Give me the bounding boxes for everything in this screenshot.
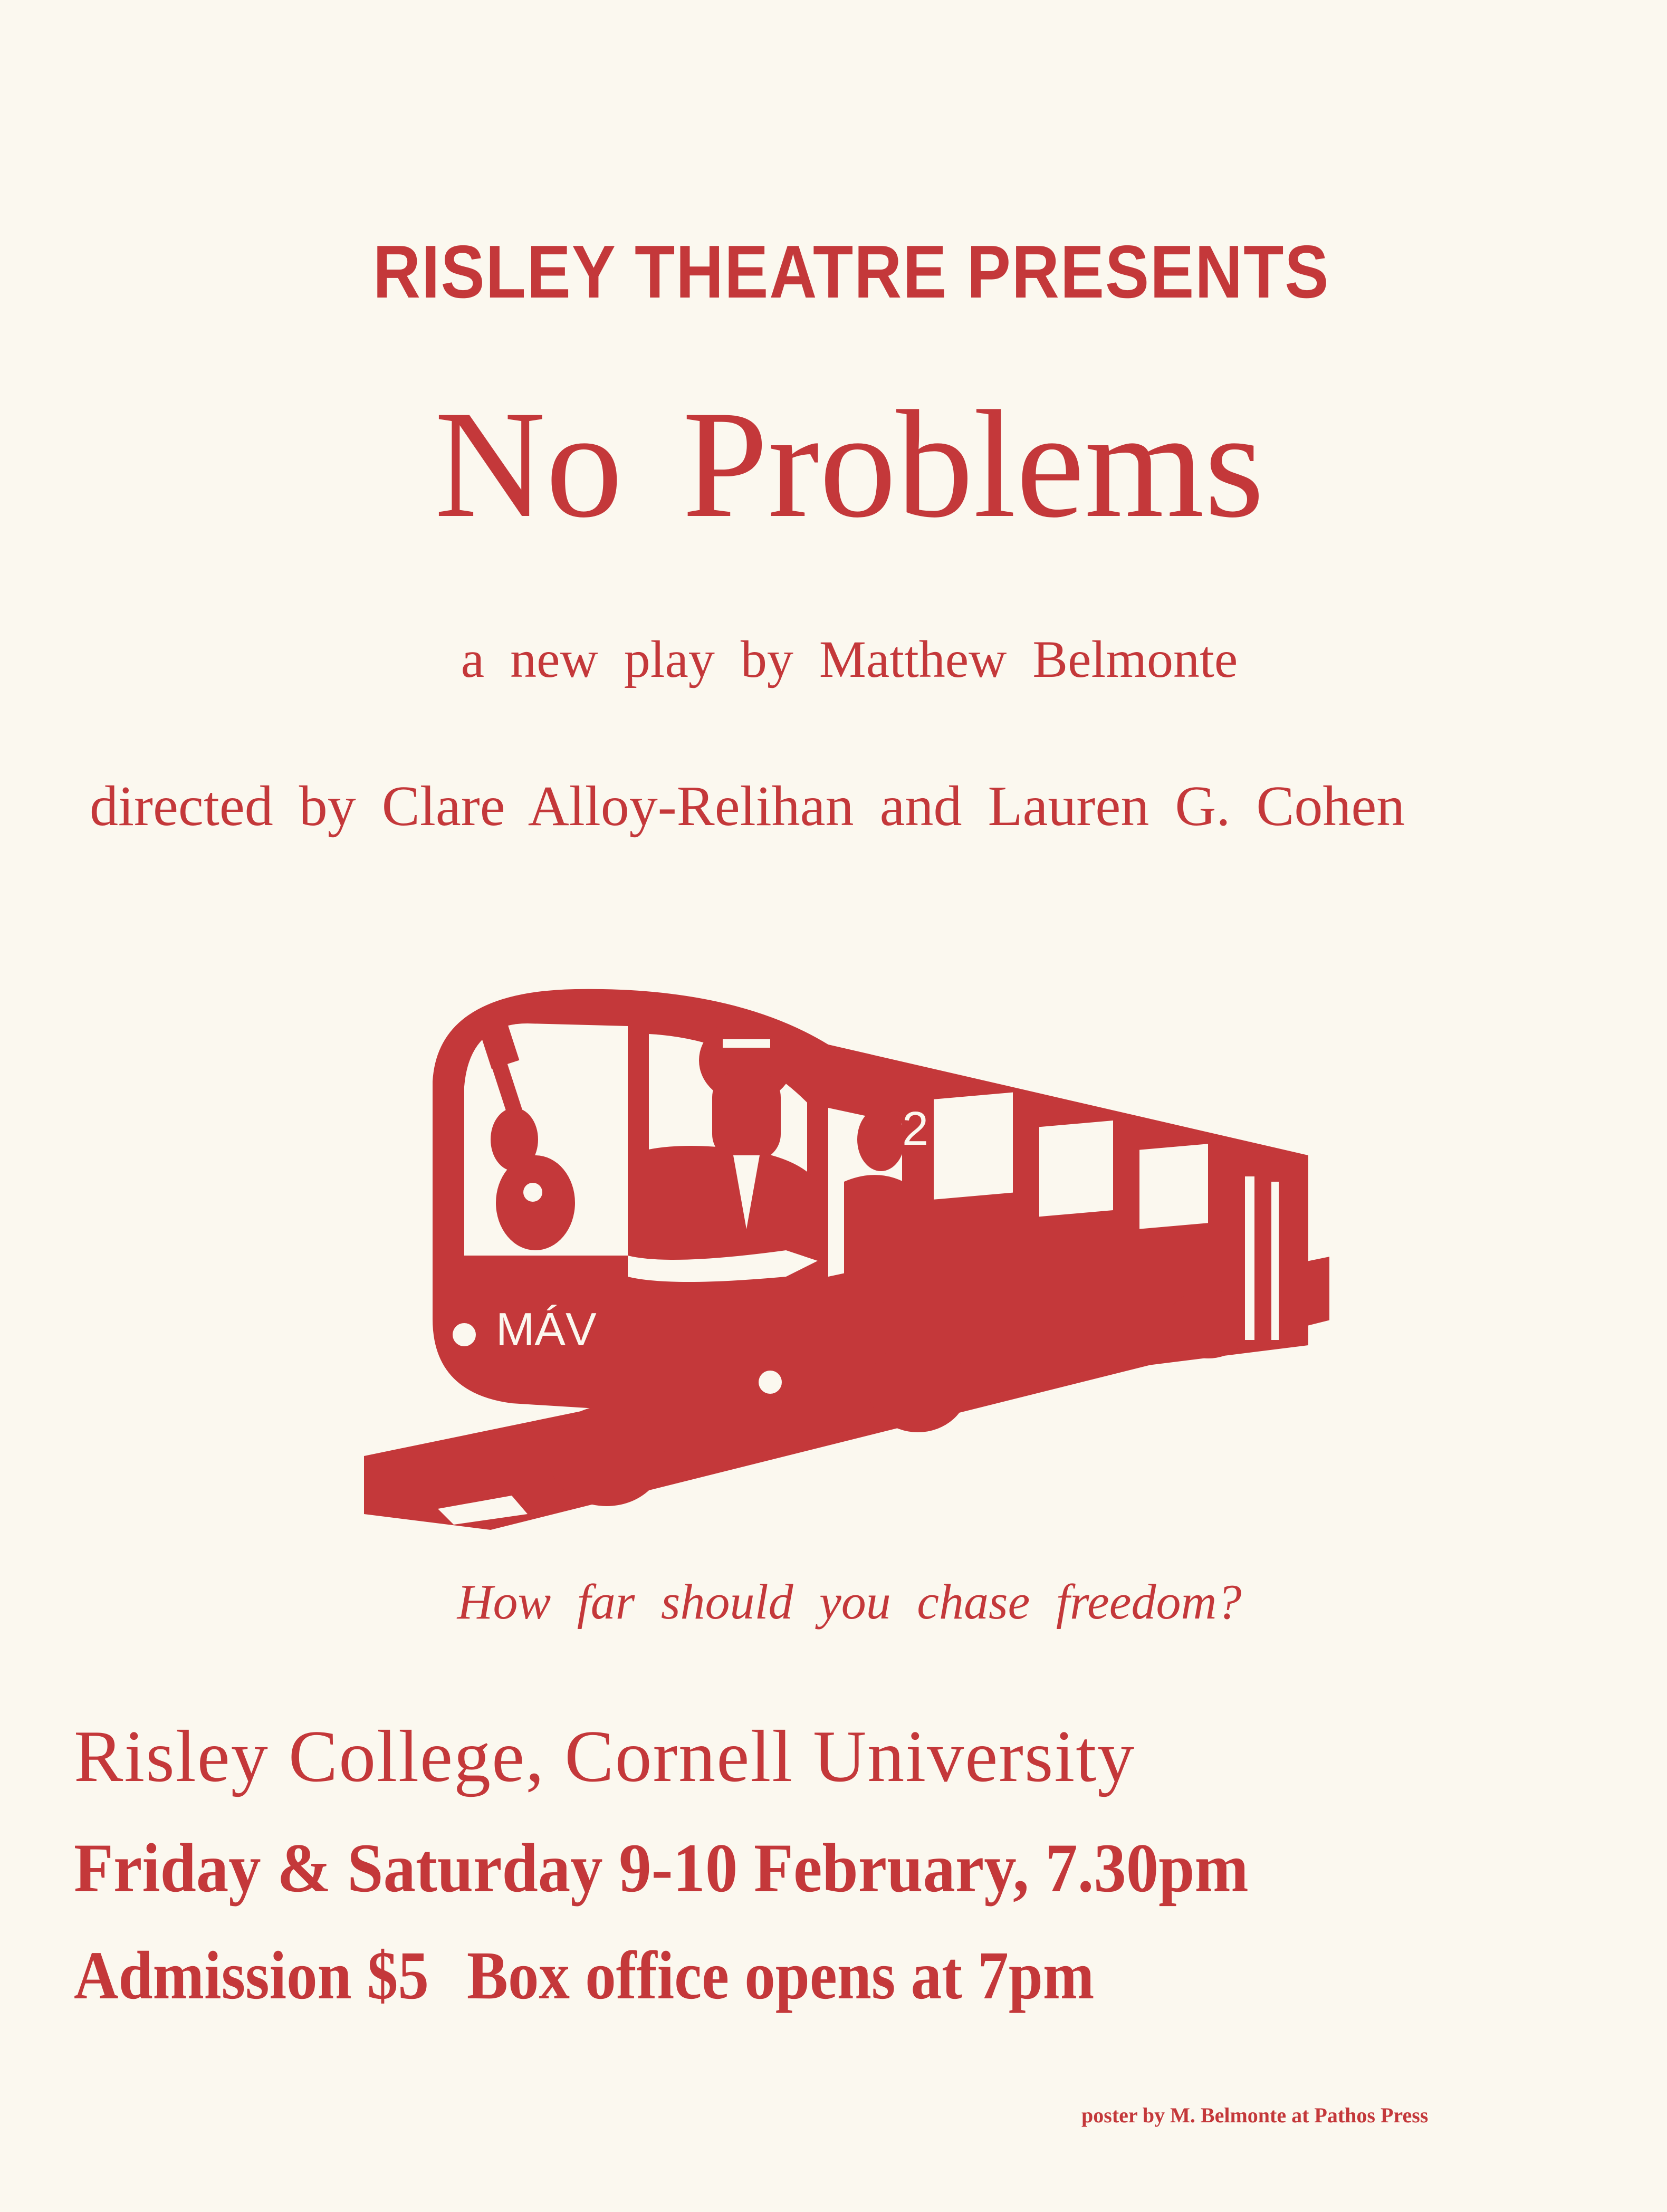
- dates-line: Friday & Saturday 9-10 February, 7.30pm: [74, 1829, 1249, 1907]
- venue-line: Risley College, Cornell University: [74, 1716, 1136, 1797]
- admission-price: Admission $5: [74, 1938, 429, 2014]
- train-woodcut-illustration: [353, 981, 1329, 1540]
- author-line: a new play by Matthew Belmonte: [461, 630, 1238, 688]
- tagline: How far should you chase freedom?: [457, 1575, 1242, 1630]
- train-marking: MÁV: [496, 1303, 597, 1355]
- box-office-note: Box office opens at 7pm: [466, 1938, 1095, 2014]
- presenter-heading: RISLEY THEATRE PRESENTS: [372, 230, 1330, 314]
- play-title: No Problems: [434, 379, 1264, 550]
- poster-credit: poster by M. Belmonte at Pathos Press: [1081, 2103, 1429, 2127]
- directors-line: directed by Clare Alloy-Relihan and Lauren G. Cohen: [90, 775, 1405, 838]
- train-car-number: 2: [902, 1103, 929, 1155]
- admission-line: [74, 1938, 1095, 2014]
